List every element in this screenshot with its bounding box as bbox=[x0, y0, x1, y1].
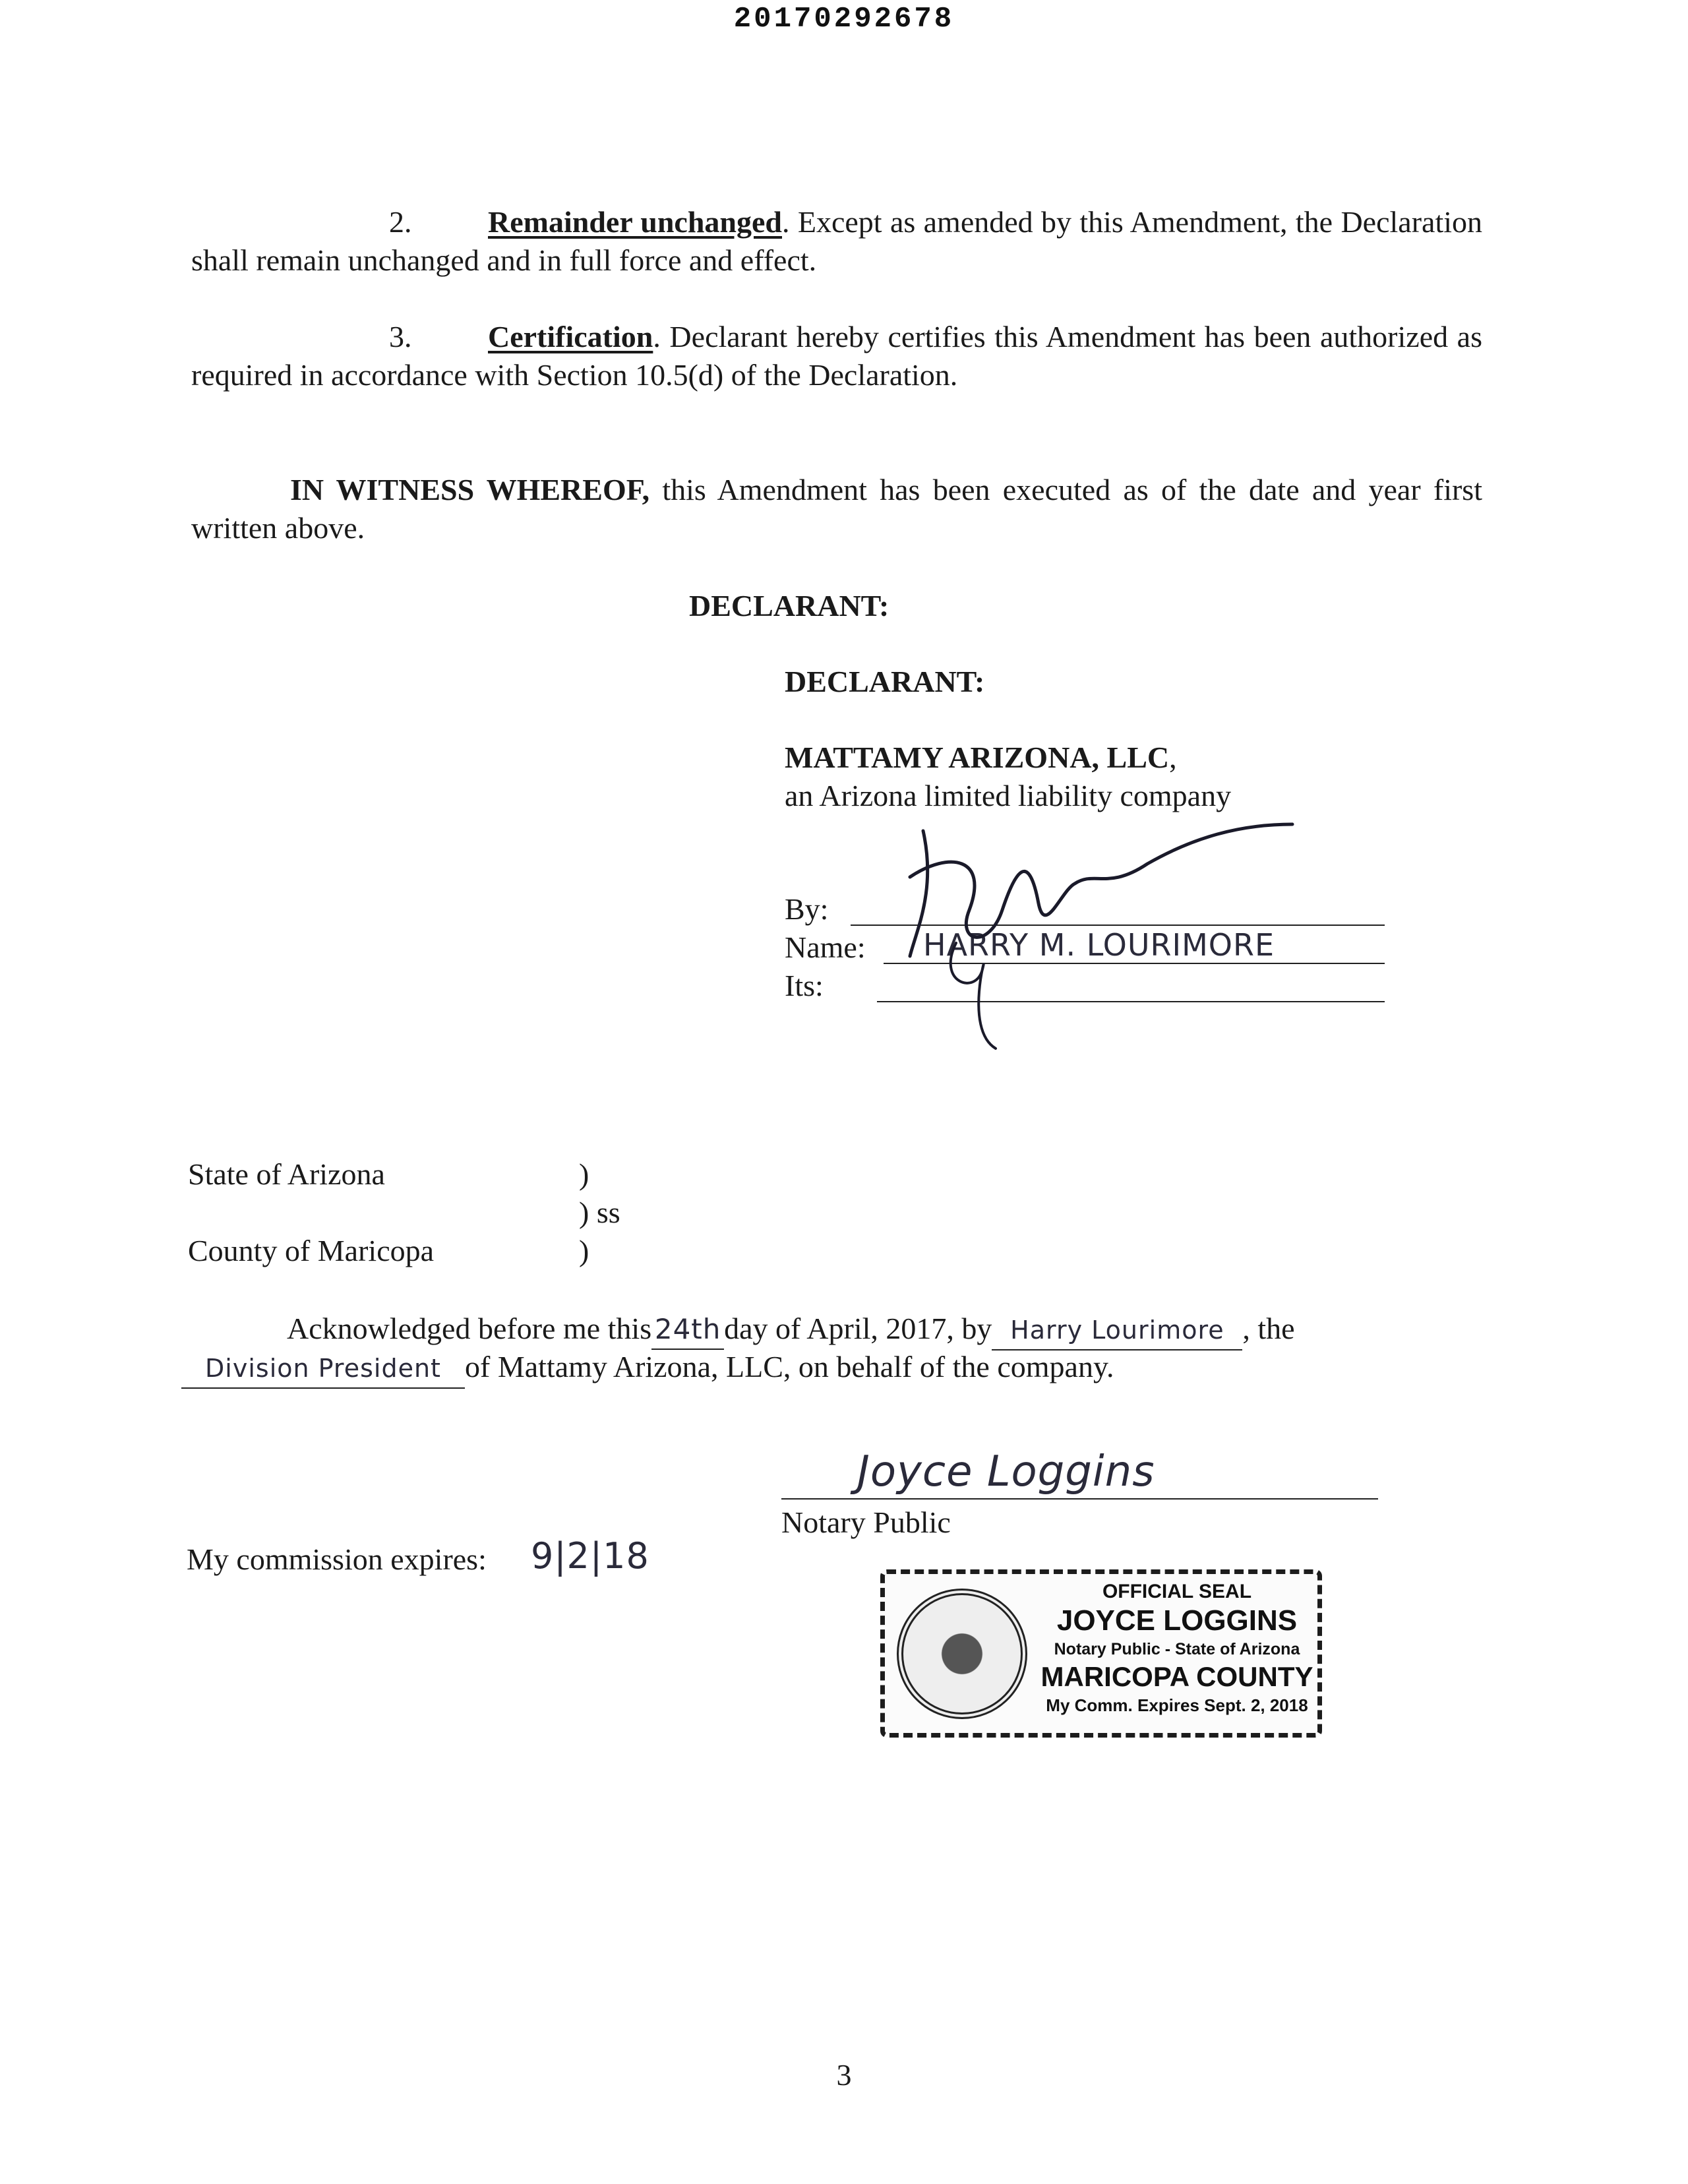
its-label: Its: bbox=[785, 969, 824, 1002]
state-seal-emblem bbox=[897, 1589, 1027, 1719]
witness-body: this Amendment has been executed as of the date and year first written above. bbox=[191, 473, 1482, 545]
declarant-heading-1: DECLARANT: bbox=[689, 589, 889, 622]
ack-part-1: Acknowledged before me this bbox=[287, 1312, 652, 1345]
venue-state: State of Arizona bbox=[188, 1157, 385, 1191]
section-2-number: 2. bbox=[389, 205, 412, 239]
declarant-company-suffix: , bbox=[1169, 741, 1177, 774]
notary-seal bbox=[880, 1569, 1322, 1738]
recording-number: 20170292678 bbox=[733, 3, 955, 36]
declarant-company-type: an Arizona limited liability company bbox=[785, 779, 1232, 812]
seal-line-5: My Comm. Expires Sept. 2, 2018 bbox=[1046, 1695, 1308, 1715]
section-3-body: . Declarant hereby certifies this Amendment has been authorized as required in accordance with Section 10.5(d) of the Declaration. bbox=[191, 320, 1482, 392]
declarant-company: MATTAMY ARIZONA, LLC bbox=[785, 741, 1170, 774]
section-2-body: . Except as amended by this Amendment, the Declaration shall remain unchanged and in full force and effect. bbox=[191, 205, 1483, 277]
venue-paren-2: ) bbox=[579, 1234, 589, 1267]
notary-signature-line bbox=[781, 1498, 1378, 1500]
declarant-signature bbox=[897, 811, 1306, 1062]
section-3-heading: Certification bbox=[488, 320, 653, 353]
witness-lead: IN WITNESS WHEREOF, bbox=[290, 473, 650, 506]
ack-day: 24th bbox=[651, 1310, 724, 1350]
ack-title: Division President bbox=[181, 1349, 465, 1389]
section-3-number: 3. bbox=[389, 320, 412, 353]
commission-date: 9|2|18 bbox=[531, 1535, 649, 1577]
section-3 bbox=[191, 318, 1482, 394]
by-label: By: bbox=[785, 892, 829, 926]
page-number: 3 bbox=[836, 2058, 852, 2092]
witness-clause bbox=[191, 471, 1482, 547]
seal-line-3: Notary Public - State of Arizona bbox=[1054, 1640, 1300, 1658]
section-2 bbox=[191, 203, 1482, 280]
venue-paren-1: ) bbox=[579, 1157, 589, 1191]
seal-line-2: JOYCE LOGGINS bbox=[1056, 1604, 1298, 1637]
name-handwritten: HARRY M. LOURIMORE bbox=[923, 927, 1275, 963]
acknowledgment-line-2 bbox=[181, 1348, 1114, 1389]
name-label: Name: bbox=[785, 930, 866, 964]
notary-signature: Joyce Loggins bbox=[857, 1447, 1155, 1496]
ack-signer: Harry Lourimore bbox=[992, 1311, 1242, 1350]
venue-ss: ) ss bbox=[579, 1196, 620, 1229]
acknowledgment-line-1 bbox=[287, 1310, 1295, 1350]
declarant-heading-2: DECLARANT: bbox=[785, 665, 985, 698]
ack-part-3: , the bbox=[1242, 1312, 1295, 1345]
venue-county: County of Maricopa bbox=[188, 1234, 435, 1267]
section-2-heading: Remainder unchanged bbox=[488, 205, 783, 239]
commission-label: My commission expires: bbox=[187, 1542, 487, 1576]
seal-line-1: OFFICIAL SEAL bbox=[1102, 1581, 1252, 1602]
seal-line-4: MARICOPA COUNTY bbox=[1040, 1661, 1313, 1692]
notary-label: Notary Public bbox=[781, 1505, 951, 1539]
ack-part-4: of Mattamy Arizona, LLC, on behalf of the company. bbox=[465, 1350, 1114, 1383]
declarant-company-line bbox=[785, 739, 1177, 777]
ack-part-2: day of April, 2017, by bbox=[724, 1312, 992, 1345]
